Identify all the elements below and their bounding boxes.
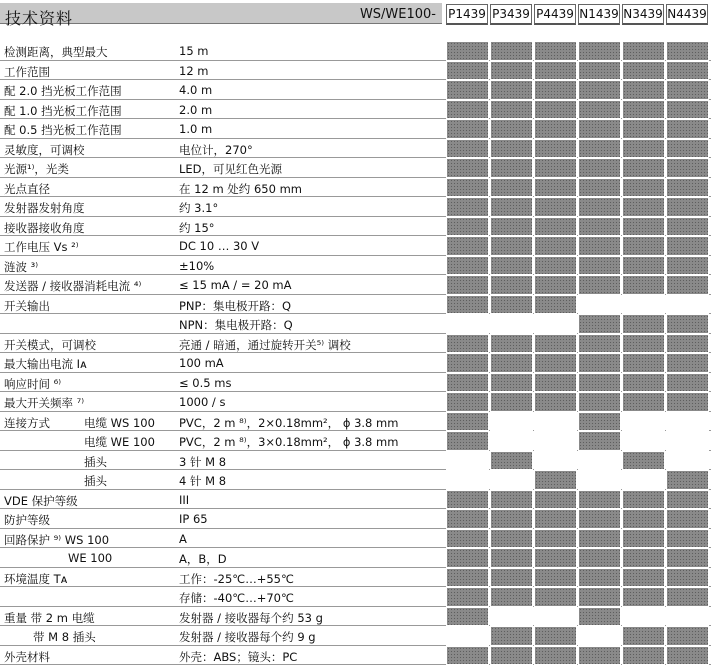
row-label: 发送器 / 接收器消耗电流 ⁴⁾ — [4, 279, 142, 293]
applicable-cell — [446, 334, 489, 354]
empty-cell — [578, 295, 621, 315]
row-value: 15 m — [179, 44, 209, 58]
applicable-cell — [446, 431, 489, 451]
table-row — [0, 314, 711, 334]
applicable-cell — [490, 178, 533, 198]
applicable-cell — [578, 217, 621, 237]
applicable-cell — [578, 256, 621, 276]
applicable-cell — [666, 158, 709, 178]
applicable-cell — [622, 490, 665, 510]
row-value: 4 针 M 8 — [179, 474, 227, 488]
applicable-cell — [534, 646, 577, 666]
applicable-cell — [666, 236, 709, 256]
empty-cell — [446, 451, 489, 471]
row-value: 存储：-40℃…+70℃ — [179, 591, 294, 605]
applicable-cell — [446, 412, 489, 432]
applicable-cell — [490, 236, 533, 256]
applicable-cell — [534, 470, 577, 490]
row-sublabel: 带 M 8 插头 — [33, 630, 96, 644]
applicable-cell — [666, 373, 709, 393]
empty-cell — [534, 412, 577, 432]
applicable-cell — [446, 490, 489, 510]
row-value: 1000 / s — [179, 395, 226, 409]
empty-cell — [622, 295, 665, 315]
applicable-cell — [666, 275, 709, 295]
applicable-cell — [446, 139, 489, 159]
applicable-cell — [446, 178, 489, 198]
applicable-cell — [534, 334, 577, 354]
applicable-cell — [534, 529, 577, 549]
table-row — [0, 158, 711, 178]
row-label: 开关模式，可调校 — [4, 337, 96, 352]
applicable-cell — [666, 568, 709, 588]
table-row — [0, 490, 711, 510]
table-row — [0, 431, 711, 451]
table-row — [0, 236, 711, 256]
applicable-cell — [490, 100, 533, 120]
applicable-cell — [578, 314, 621, 334]
applicable-cell — [446, 548, 489, 568]
applicable-cell — [666, 139, 709, 159]
applicable-cell — [666, 197, 709, 217]
applicable-cell — [534, 41, 577, 61]
applicable-cell — [534, 256, 577, 276]
applicable-cell — [578, 178, 621, 198]
empty-cell — [534, 314, 577, 334]
table-row — [0, 509, 711, 529]
applicable-cell — [666, 587, 709, 607]
applicable-cell — [534, 392, 577, 412]
table-row — [0, 61, 711, 81]
row-sublabel: WE 100 — [68, 551, 113, 565]
row-value: III — [179, 492, 190, 507]
applicable-cell — [666, 509, 709, 529]
applicable-cell — [622, 217, 665, 237]
applicable-cell — [490, 587, 533, 607]
empty-cell — [490, 412, 533, 432]
applicable-cell — [622, 587, 665, 607]
applicable-cell — [578, 587, 621, 607]
applicable-cell — [534, 217, 577, 237]
row-value: 电位计，270° — [179, 142, 253, 157]
row-value: DC 10 … 30 V — [179, 239, 260, 253]
empty-cell — [666, 431, 709, 451]
applicable-cell — [578, 139, 621, 159]
applicable-cell — [666, 119, 709, 139]
applicable-cell — [578, 490, 621, 510]
applicable-cell — [622, 256, 665, 276]
model-column-p1439: P1439 — [446, 4, 488, 25]
applicable-cell — [490, 509, 533, 529]
applicable-cell — [490, 568, 533, 588]
empty-cell — [490, 470, 533, 490]
applicable-cell — [534, 275, 577, 295]
applicable-cell — [446, 353, 489, 373]
row-label: 配 2.0 挡光板工作范围 — [4, 84, 122, 98]
applicable-cell — [578, 529, 621, 549]
applicable-cell — [666, 470, 709, 490]
row-value: PVC，2 m ⁸⁾，2×0.18mm²， ϕ 3.8 mm — [179, 415, 399, 430]
row-value: ±10% — [179, 258, 215, 273]
applicable-cell — [534, 353, 577, 373]
applicable-cell — [578, 275, 621, 295]
page-title: 技术资料 — [5, 9, 74, 28]
row-label: 最大输出电流 Iᴀ — [4, 357, 87, 371]
row-label: 光源¹⁾，光类 — [4, 162, 69, 176]
row-value: 2.0 m — [179, 102, 213, 117]
applicable-cell — [534, 119, 577, 139]
row-value: 1.0 m — [179, 122, 213, 136]
table-row — [0, 295, 711, 315]
table-row — [0, 529, 711, 549]
table-header — [0, 0, 711, 27]
row-label: 检测距离，典型最大 — [4, 45, 108, 59]
applicable-cell — [490, 217, 533, 237]
applicable-cell — [622, 529, 665, 549]
empty-cell — [622, 607, 665, 627]
row-sublabel: 插头 — [84, 474, 107, 488]
applicable-cell — [534, 373, 577, 393]
applicable-cell — [490, 626, 533, 646]
table-row — [0, 100, 711, 120]
model-column-p4439: P4439 — [534, 4, 576, 25]
empty-cell — [490, 431, 533, 451]
row-value: PVC，2 m ⁸⁾，3×0.18mm²， ϕ 3.8 mm — [179, 435, 399, 449]
applicable-cell — [666, 100, 709, 120]
row-value: PNP：集电极开路：Q — [179, 298, 292, 313]
row-label: 连接方式 — [4, 415, 50, 430]
applicable-cell — [666, 41, 709, 61]
table-row — [0, 275, 711, 295]
applicable-cell — [622, 392, 665, 412]
empty-cell — [446, 626, 489, 646]
model-column-n1439: N1439 — [578, 4, 620, 25]
row-label: 环境温度 Tᴀ — [4, 571, 68, 586]
applicable-cell — [578, 412, 621, 432]
applicable-cell — [666, 61, 709, 81]
applicable-cell — [446, 80, 489, 100]
applicable-cell — [490, 41, 533, 61]
row-value: ≤ 15 mA / = 20 mA — [179, 278, 292, 292]
applicable-cell — [622, 197, 665, 217]
applicable-cell — [666, 353, 709, 373]
table-row — [0, 256, 711, 276]
row-label: VDE 保护等级 — [4, 493, 78, 508]
row-sublabel: 电缆 WS 100 — [84, 415, 155, 430]
empty-cell — [490, 607, 533, 627]
row-value: 外壳：ABS；镜头：PC — [179, 649, 298, 664]
row-value: NPN：集电极开路：Q — [179, 318, 293, 332]
applicable-cell — [490, 295, 533, 315]
applicable-cell — [666, 314, 709, 334]
applicable-cell — [578, 568, 621, 588]
applicable-cell — [490, 139, 533, 159]
applicable-cell — [622, 646, 665, 666]
table-row — [0, 41, 711, 61]
applicable-cell — [534, 490, 577, 510]
applicable-cell — [446, 646, 489, 666]
table-row — [0, 412, 711, 432]
applicable-cell — [578, 197, 621, 217]
applicable-cell — [622, 236, 665, 256]
applicable-cell — [534, 236, 577, 256]
row-label: 配 0.5 挡光板工作范围 — [4, 123, 122, 137]
applicable-cell — [446, 61, 489, 81]
row-value: 发射器 / 接收器每个约 53 g — [179, 610, 323, 625]
table-row — [0, 451, 711, 471]
applicable-cell — [578, 334, 621, 354]
applicable-cell — [534, 509, 577, 529]
applicable-cell — [622, 451, 665, 471]
table-row — [0, 119, 711, 139]
applicable-cell — [622, 80, 665, 100]
row-label: 发射器发射角度 — [4, 201, 85, 215]
empty-cell — [622, 431, 665, 451]
applicable-cell — [578, 607, 621, 627]
applicable-cell — [490, 392, 533, 412]
row-value: A — [179, 531, 187, 546]
applicable-cell — [622, 334, 665, 354]
row-label: 回路保护 ⁹⁾ WS 100 — [4, 532, 110, 547]
applicable-cell — [490, 548, 533, 568]
row-value: A，B，D — [179, 552, 227, 566]
applicable-cell — [622, 139, 665, 159]
model-prefix: WS/WE100- — [359, 7, 436, 22]
empty-cell — [666, 607, 709, 627]
applicable-cell — [490, 334, 533, 354]
table-row — [0, 587, 711, 607]
applicable-cell — [490, 158, 533, 178]
applicable-cell — [666, 392, 709, 412]
empty-cell — [578, 470, 621, 490]
row-label: 防护等级 — [4, 513, 50, 527]
applicable-cell — [490, 490, 533, 510]
row-value: 3 针 M 8 — [179, 454, 227, 469]
table-row — [0, 392, 711, 412]
applicable-cell — [622, 314, 665, 334]
row-label: 涟波 ³⁾ — [4, 259, 39, 274]
row-label: 外壳材料 — [4, 649, 50, 664]
row-value: 发射器 / 接收器每个约 9 g — [179, 630, 316, 644]
empty-cell — [490, 314, 533, 334]
model-column-n3439: N3439 — [622, 4, 664, 25]
empty-cell — [666, 412, 709, 432]
applicable-cell — [534, 626, 577, 646]
row-value: 100 mA — [179, 356, 224, 370]
applicable-cell — [578, 61, 621, 81]
empty-cell — [578, 626, 621, 646]
row-sublabel: 插头 — [84, 454, 107, 469]
empty-cell — [446, 314, 489, 334]
row-value: ≤ 0.5 ms — [179, 375, 232, 390]
applicable-cell — [666, 334, 709, 354]
applicable-cell — [490, 451, 533, 471]
applicable-cell — [534, 587, 577, 607]
applicable-cell — [578, 431, 621, 451]
applicable-cell — [578, 236, 621, 256]
row-value: 在 12 m 处约 650 mm — [179, 181, 302, 196]
applicable-cell — [666, 490, 709, 510]
applicable-cell — [622, 509, 665, 529]
row-sublabel: 电缆 WE 100 — [84, 435, 155, 449]
applicable-cell — [578, 392, 621, 412]
applicable-cell — [622, 61, 665, 81]
applicable-cell — [446, 275, 489, 295]
row-value: 约 15° — [179, 220, 215, 235]
applicable-cell — [534, 61, 577, 81]
applicable-cell — [446, 587, 489, 607]
applicable-cell — [446, 607, 489, 627]
applicable-cell — [578, 41, 621, 61]
empty-cell — [534, 431, 577, 451]
applicable-cell — [622, 353, 665, 373]
empty-cell — [534, 607, 577, 627]
row-value: 12 m — [179, 63, 209, 78]
row-label: 工作范围 — [4, 64, 50, 79]
applicable-cell — [622, 275, 665, 295]
applicable-cell — [534, 80, 577, 100]
empty-cell — [666, 451, 709, 471]
applicable-cell — [622, 548, 665, 568]
applicable-cell — [666, 548, 709, 568]
row-label: 工作电压 Vs ²⁾ — [4, 240, 79, 254]
empty-cell — [446, 470, 489, 490]
table-row — [0, 353, 711, 373]
empty-cell — [534, 451, 577, 471]
applicable-cell — [578, 158, 621, 178]
applicable-cell — [622, 178, 665, 198]
applicable-cell — [534, 568, 577, 588]
applicable-cell — [446, 295, 489, 315]
applicable-cell — [446, 217, 489, 237]
applicable-cell — [622, 158, 665, 178]
row-label: 响应时间 ⁶⁾ — [4, 376, 62, 391]
row-label: 光点直径 — [4, 181, 50, 196]
applicable-cell — [578, 80, 621, 100]
applicable-cell — [622, 568, 665, 588]
table-row — [0, 334, 711, 354]
table-row — [0, 80, 711, 100]
applicable-cell — [446, 158, 489, 178]
applicable-cell — [622, 373, 665, 393]
row-value: IP 65 — [179, 512, 208, 526]
applicable-cell — [622, 41, 665, 61]
row-value: 工作：-25℃…+55℃ — [179, 571, 294, 586]
applicable-cell — [446, 392, 489, 412]
row-value: 4.0 m — [179, 83, 213, 97]
model-column-n4439: N4439 — [666, 4, 708, 25]
empty-cell — [666, 295, 709, 315]
empty-cell — [622, 412, 665, 432]
applicable-cell — [534, 197, 577, 217]
applicable-cell — [666, 529, 709, 549]
applicable-cell — [490, 373, 533, 393]
applicable-cell — [446, 41, 489, 61]
row-value: LED，可见红色光源 — [179, 162, 283, 176]
table-row — [0, 217, 711, 237]
row-label: 接收器接收角度 — [4, 220, 85, 235]
empty-cell — [622, 470, 665, 490]
row-label: 灵敏度，可调校 — [4, 142, 85, 157]
applicable-cell — [578, 509, 621, 529]
table-row — [0, 139, 711, 159]
table-row — [0, 197, 711, 217]
applicable-cell — [622, 626, 665, 646]
table-row — [0, 178, 711, 198]
applicable-cell — [578, 373, 621, 393]
applicable-cell — [446, 568, 489, 588]
row-label: 配 1.0 挡光板工作范围 — [4, 103, 122, 118]
model-column-p3439: P3439 — [490, 4, 532, 25]
table-row — [0, 626, 711, 646]
applicable-cell — [490, 119, 533, 139]
applicable-cell — [666, 256, 709, 276]
row-label: 最大开关频率 ⁷⁾ — [4, 396, 85, 410]
applicable-cell — [446, 100, 489, 120]
applicable-cell — [446, 197, 489, 217]
applicable-cell — [446, 119, 489, 139]
applicable-cell — [578, 646, 621, 666]
applicable-cell — [534, 139, 577, 159]
row-value: 亮通 / 暗通，通过旋转开关⁵⁾ 调校 — [179, 337, 351, 352]
table-row — [0, 646, 711, 666]
applicable-cell — [666, 178, 709, 198]
applicable-cell — [490, 646, 533, 666]
applicable-cell — [490, 353, 533, 373]
applicable-cell — [622, 100, 665, 120]
applicable-cell — [534, 295, 577, 315]
applicable-cell — [490, 275, 533, 295]
applicable-cell — [534, 548, 577, 568]
applicable-cell — [666, 626, 709, 646]
row-value: 约 3.1° — [179, 201, 219, 215]
applicable-cell — [578, 548, 621, 568]
applicable-cell — [490, 80, 533, 100]
applicable-cell — [534, 100, 577, 120]
table-row — [0, 607, 711, 627]
applicable-cell — [666, 217, 709, 237]
title-bar — [0, 3, 442, 28]
table-row — [0, 568, 711, 588]
applicable-cell — [666, 646, 709, 666]
row-label: 重量 带 2 m 电缆 — [4, 610, 95, 625]
applicable-cell — [446, 256, 489, 276]
table-row — [0, 373, 711, 393]
applicable-cell — [578, 119, 621, 139]
table-row — [0, 548, 711, 568]
applicable-cell — [578, 353, 621, 373]
applicable-cell — [578, 100, 621, 120]
table-row — [0, 470, 711, 490]
applicable-cell — [534, 178, 577, 198]
empty-cell — [578, 451, 621, 471]
applicable-cell — [490, 529, 533, 549]
applicable-cell — [534, 158, 577, 178]
applicable-cell — [446, 529, 489, 549]
applicable-cell — [666, 80, 709, 100]
applicable-cell — [490, 197, 533, 217]
applicable-cell — [446, 373, 489, 393]
applicable-cell — [622, 119, 665, 139]
applicable-cell — [490, 256, 533, 276]
applicable-cell — [490, 61, 533, 81]
applicable-cell — [446, 236, 489, 256]
row-label: 开关输出 — [4, 298, 50, 313]
applicable-cell — [446, 509, 489, 529]
